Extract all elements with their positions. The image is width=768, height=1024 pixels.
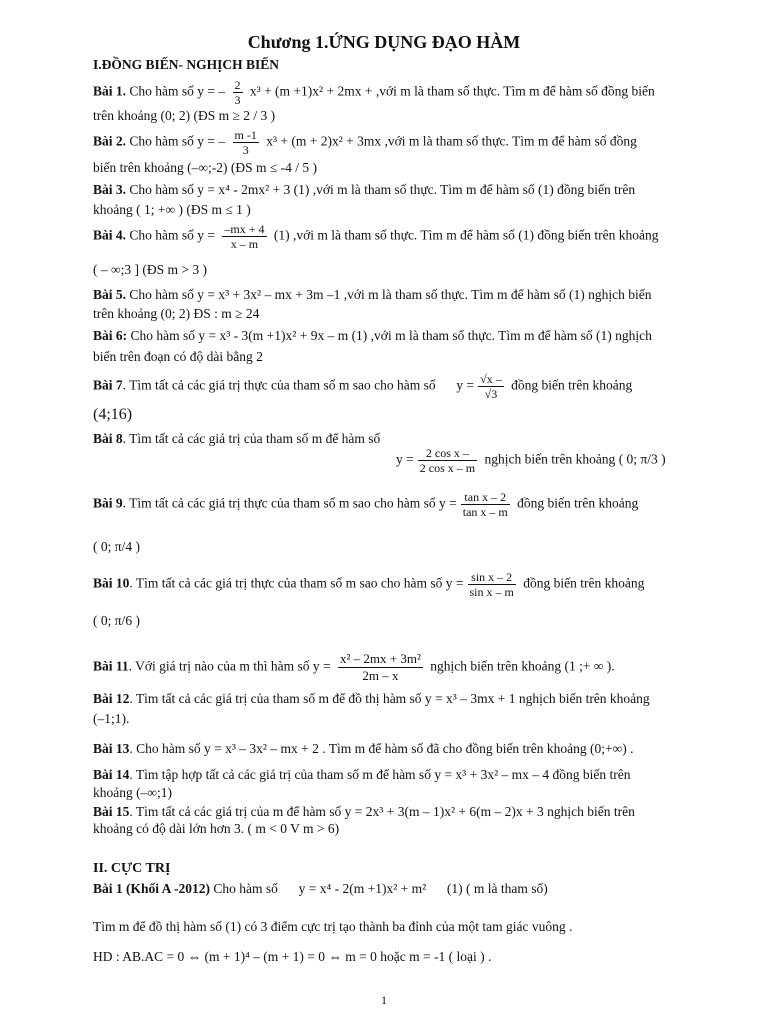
section-heading-2: II. CỰC TRỊ: [93, 861, 171, 876]
fraction: [478, 372, 504, 401]
exercise-text: . Tìm tất cả các giá trị thực của tham số m sao cho hàm số: [129, 575, 443, 591]
exercise-2: [93, 128, 708, 157]
exercise-text: Cho hàm số y = x³ + 3x² – mx + 3m –1 ,với m là tham số thực. Tìm m để hàm số (1) nghịch biến: [129, 287, 652, 302]
section-heading-1: I.ĐỒNG BIẾN- NGHỊCH BIẾN: [93, 57, 280, 72]
exercise-label: Bài 1.: [93, 83, 127, 99]
fraction-numerator: x² – 2mx + 3m²: [340, 651, 421, 666]
exercise-text: . Tìm tất cả các giá trị thực của tham số m sao cho hàm số: [122, 495, 436, 511]
exercise-6-line-2: biến trên đoạn có độ dài bằng 2: [93, 349, 263, 364]
extremum-exercise-1-line-2: Tìm m để đồ thị hàm số (1) có 3 điểm cực trị tạo thành ba đỉnh của một tam giác vuông .: [93, 919, 573, 934]
fraction: [338, 651, 423, 684]
fraction: [468, 570, 516, 599]
chapter-title: Chương 1.ỨNG DỤNG ĐẠO HÀM: [247, 32, 521, 52]
exercise-6: [93, 327, 708, 345]
formula-lhs: y =: [456, 377, 475, 393]
exercise-4-line-2: ( – ∞;3 ] (ĐS m > 3 ): [93, 262, 207, 277]
exercise-13: [93, 740, 708, 758]
exercise-label: Bài 3.: [93, 182, 127, 197]
formula-lhs: y =: [396, 451, 414, 467]
exercise-formula: y = x⁴ - 2(m +1)x² + m²: [298, 881, 427, 896]
fraction-numerator: sin x – 2: [471, 570, 513, 584]
exercise-7: [93, 372, 708, 401]
exercise-5-line-2: trên khoảng (0; 2) ĐS : m ≥ 24: [93, 306, 260, 321]
formula-lhs: y =: [445, 575, 464, 591]
exercise-label: Bài 4.: [93, 227, 127, 243]
exercise-formula: x³ + (m + 2)x² + 3mx: [266, 133, 382, 149]
exercise-11: [93, 651, 708, 684]
exercise-label: Bài 10: [93, 575, 130, 591]
exercise-10: [93, 570, 708, 599]
fraction-numerator: √x –: [480, 372, 502, 386]
fraction-numerator: –mx + 4: [224, 222, 265, 236]
interval: ( 0; π/3 ): [618, 451, 666, 467]
exercise-label: Bài 9: [93, 495, 123, 511]
fraction: [233, 128, 259, 157]
exercise-3: [93, 181, 708, 199]
fraction-denominator: sin x – m: [469, 585, 514, 599]
exercise-label: Bài 1 (Khối A -2012): [93, 881, 211, 896]
fraction-denominator: √3: [478, 386, 504, 401]
exercise-text: (1) ,với m là tham số thực. Tìm m để hàm số (1) đồng biến trên khoảng: [273, 227, 659, 243]
exercise-1: [93, 78, 708, 107]
exercise-text: . Tìm tất cả các giá trị của tham số m để đồ thị hàm số y = x³ – 3mx + 1 nghịch biến trên khoảng: [129, 691, 650, 706]
exercise-text: Cho hàm số y = x³ - 3(m +1)x² + 9x – m (1) ,với m là tham số thực. Tìm m để hàm số (1) nghịch: [130, 328, 652, 343]
fraction-denominator: 3: [234, 93, 241, 107]
exercise-5: [93, 286, 708, 304]
exercise-text: Cho hàm số y = –: [129, 83, 226, 99]
fraction-denominator: 2 cos x – m: [419, 461, 476, 475]
fraction-numerator: 2: [234, 78, 241, 92]
fraction-denominator: 2m – x: [338, 667, 423, 684]
fraction-denominator: 3: [233, 142, 259, 157]
exercise-text: đồng biến trên khoảng: [523, 575, 645, 591]
exercise-text: nghịch biến trên khoảng (1 ;+ ∞ ).: [430, 658, 615, 674]
exercise-10-line-2: ( 0; π/6 ): [93, 613, 140, 628]
exercise-text: . Tìm tất cả các giá trị của tham số m để hàm số: [122, 431, 381, 446]
exercise-text: . Tìm tất cả các giá trị của m để hàm số y = 2x³ + 3(m – 1)x² + 6(m – 2)x + 3 nghịch biến trên: [129, 804, 635, 819]
exercise-label: Bài 2.: [93, 133, 127, 149]
exercise-label: Bài 5.: [93, 287, 127, 302]
exercise-7-line-2: (4;16): [93, 406, 133, 423]
exercise-text: . Với giá trị nào của m thì hàm số y =: [128, 658, 331, 674]
exercise-label: Bài 15: [93, 804, 130, 819]
exercise-text: Cho hàm số y = x⁴ - 2mx² + 3 (1) ,với m là tham số thực. Tìm m để hàm số (1) đồng biến trên: [129, 182, 636, 197]
exercise-text: . Cho hàm số y = x³ – 3x² – mx + 2 . Tìm m để hàm số đã cho đồng biến trên khoảng (0;+∞) .: [129, 741, 634, 756]
exercise-8-formula: [396, 446, 708, 475]
exercise-12-line-2: (–1;1).: [93, 711, 130, 726]
fraction: [461, 490, 510, 519]
exercise-text: . Tìm tập hợp tất cả các giá trị của tham số m để hàm số y = x³ + 3x² – mx – 4 đồng biến trên: [129, 767, 631, 782]
exercise-label: Bài 14: [93, 767, 130, 782]
exercise-text: Cho hàm số: [213, 881, 278, 896]
exercise-14: [93, 766, 708, 784]
exercise-15: [93, 803, 708, 821]
exercise-label: Bài 8: [93, 431, 123, 446]
extremum-exercise-1: [93, 880, 708, 898]
exercise-text: đồng biến trên khoảng: [511, 377, 633, 393]
exercise-9: [93, 490, 708, 519]
exercise-text: . Tìm tất cả các giá trị thực của tham số m sao cho hàm số: [122, 377, 436, 393]
exercise-label: Bài 11: [93, 658, 129, 674]
exercise-text: ,với m là tham số thực. Tìm m để hàm số đồng biến: [375, 83, 655, 99]
exercise-14-line-2: khoảng (–∞;1): [93, 785, 172, 800]
exercise-label: Bài 12: [93, 691, 130, 706]
exercise-text: Cho hàm số y =: [129, 227, 216, 243]
page-number: 1: [381, 993, 387, 1007]
exercise-3-line-2: khoảng ( 1; +∞ ) (ĐS m ≤ 1 ): [93, 202, 251, 217]
fraction-denominator: tan x – m: [462, 505, 508, 519]
formula-lhs: y =: [439, 495, 457, 511]
hint-line: HD : AB.AC = 0 ⇔ (m + 1)⁴ – (m + 1) = 0 ⇔ m = 0 hoặc m = -1 ( loại ) .: [93, 949, 492, 964]
exercise-text: ,với m là tham số thực. Tìm m để hàm số đồng: [384, 133, 637, 149]
fraction-denominator: x – m: [222, 236, 266, 251]
exercise-label: Bài 13: [93, 741, 130, 756]
exercise-1-line-2: trên khoảng (0; 2) (ĐS m ≥ 2 / 3 ): [93, 108, 276, 123]
fraction: [222, 222, 266, 251]
exercise-text: (1) ( m là tham số): [446, 881, 548, 896]
fraction-numerator: tan x – 2: [464, 490, 507, 504]
exercise-label: Bài 6:: [93, 328, 128, 343]
exercise-15-line-2: khoảng có độ dài lớn hơn 3. ( m < 0 V m > 6): [93, 821, 340, 836]
fraction: [233, 78, 243, 107]
exercise-4: [93, 222, 708, 251]
exercise-text: đồng biến trên khoảng: [517, 495, 639, 511]
fraction-numerator: m -1: [234, 128, 257, 142]
exercise-2-line-2: biến trên khoảng (–∞;-2) (ĐS m ≤ -4 / 5 ): [93, 160, 317, 175]
fraction: [418, 446, 477, 475]
exercise-text: Cho hàm số y = –: [129, 133, 226, 149]
exercise-12: [93, 690, 708, 708]
exercise-formula: x³ + (m +1)x² + 2mx +: [249, 83, 373, 99]
exercise-text: nghịch biến trên khoảng: [484, 451, 616, 467]
exercise-label: Bài 7: [93, 377, 123, 393]
fraction-numerator: 2 cos x –: [425, 446, 469, 460]
exercise-9-line-2: ( 0; π/4 ): [93, 539, 140, 554]
